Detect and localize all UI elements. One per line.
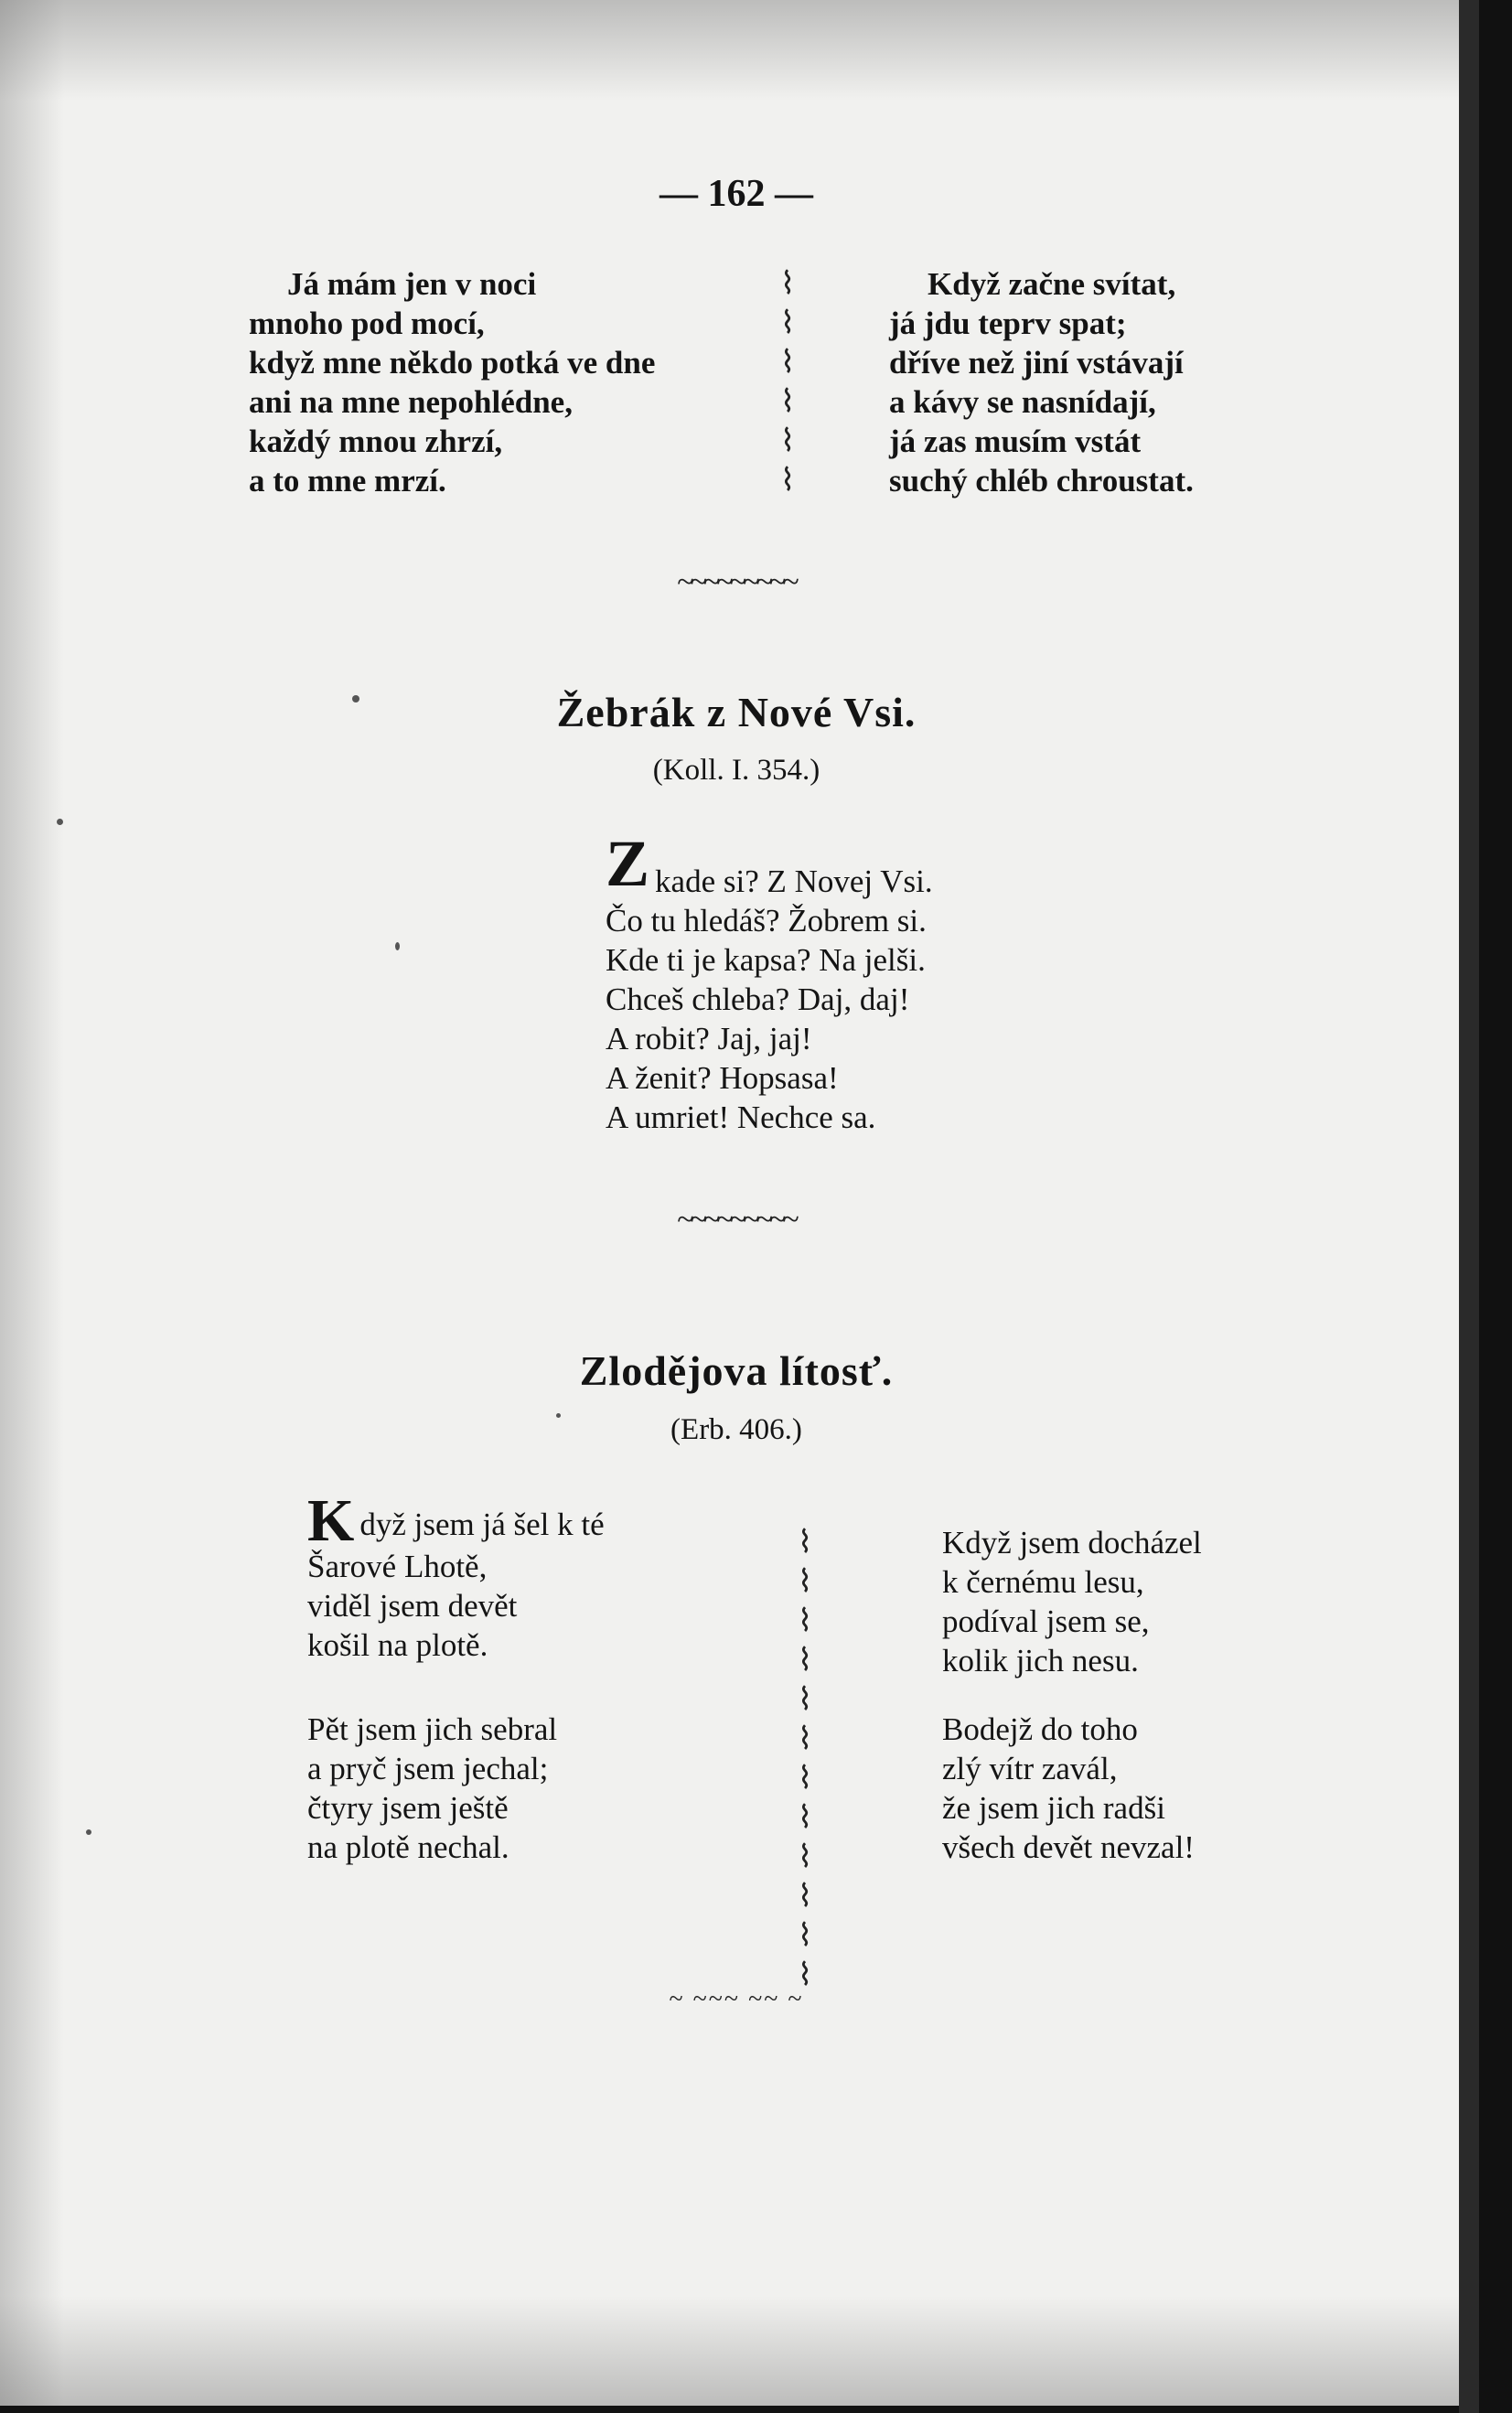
poem3-right-stanza-1 [942,1523,1202,1680]
verse-line: mnoho pod mocí, [249,306,485,341]
verse-line: já zas musím vstát [889,424,1142,459]
verse-line: kade si? Z Novej Vsi. [655,863,933,899]
verse-line: já jdu teprv spat; [889,306,1127,341]
verse-line: a kávy se nasnídají, [889,384,1156,420]
verse-line: všech devět nevzal! [942,1829,1195,1865]
poem1-right-stanza [889,264,1194,500]
verse-line: A umriet! Nechce sa. [606,1099,876,1135]
verse-line: Chceš chleba? Daj, daj! [606,981,910,1017]
verse-line: Když začne svítat, [928,266,1176,302]
verse-line: suchý chléb chroustat. [889,463,1194,499]
print-speck [395,942,400,950]
verse-line: Já mám jen v noci [287,266,537,302]
page-edge-shadow-bottom [0,2296,1473,2406]
verse-line: Šarové Lhotě, [307,1549,488,1584]
print-speck [57,819,63,825]
verse-line: a pryč jsem jechal; [307,1751,549,1786]
verse-line: Čo tu hledáš? Žobrem si. [606,903,927,938]
verse-line: Kde ti je kapsa? Na jelši. [606,942,926,978]
verse-line: Pět jsem jich sebral [307,1711,558,1747]
verse-line: podíval jsem se, [942,1603,1150,1639]
poem3-left-stanza-2 [307,1710,557,1867]
verse-line: každý mnou zhrzí, [249,424,503,459]
stanza-brace: ⌇ ⌇ ⌇ ⌇ ⌇ ⌇ [779,267,796,498]
verse-line: ani na mne nepohlédne, [249,384,573,420]
poem-title: Žebrák z Nové Vsi. [556,689,917,735]
verse-line: košil na plotě. [307,1627,488,1663]
verse-line: dyž jsem já šel k té [359,1507,605,1542]
page-number: — 162 — [659,173,813,215]
verse-line: zlý vítr zavál, [942,1751,1118,1786]
stanza-brace: ⌇ ⌇ ⌇ ⌇ ⌇ ⌇ ⌇ ⌇ ⌇ ⌇ ⌇ ⌇ [797,1526,813,1992]
verse-line: a to mne mrzí. [249,463,446,499]
verse-line: viděl jsem devět [307,1588,518,1624]
section-divider-ornament: ~~~~~~~~~ [677,565,796,599]
verse-line: na plotě nechal. [307,1829,509,1865]
verse-line: A robit? Jaj, jaj! [606,1021,812,1056]
verse-line: A ženit? Hopsasa! [606,1060,839,1096]
verse-line: k černému lesu, [942,1564,1144,1600]
poem1-left-stanza [249,264,655,500]
page-edge-shadow-top [0,0,1473,101]
section-divider-ornament: ~~~~~~~~~ [677,1203,796,1237]
print-speck [86,1829,91,1835]
drop-cap: K [307,1487,355,1554]
poem-source: (Erb. 406.) [670,1413,802,1446]
drop-cap: Z [606,827,650,900]
poem3-left-stanza-1 [307,1487,605,1665]
poem-title: Zlodějova lítosť. [579,1347,894,1394]
section-divider-ornament: ~ ~~~ ~~ ~ [669,1985,804,2013]
poem3-right-stanza-2 [942,1710,1195,1867]
verse-line: Bodejž do toho [942,1711,1138,1747]
verse-line: že jsem jich radši [942,1790,1165,1826]
scan-border-right [1459,0,1479,2413]
poem-source: (Koll. I. 354.) [652,754,820,787]
poem2-stanza [606,827,933,1137]
verse-line: kolik jich nesu. [942,1643,1139,1678]
verse-line: čtyry jsem ještě [307,1790,509,1826]
verse-line: když mne někdo potká ve dne [249,345,656,381]
verse-line: dříve než jiní vstávají [889,345,1184,381]
verse-line: Když jsem docházel [942,1525,1202,1560]
